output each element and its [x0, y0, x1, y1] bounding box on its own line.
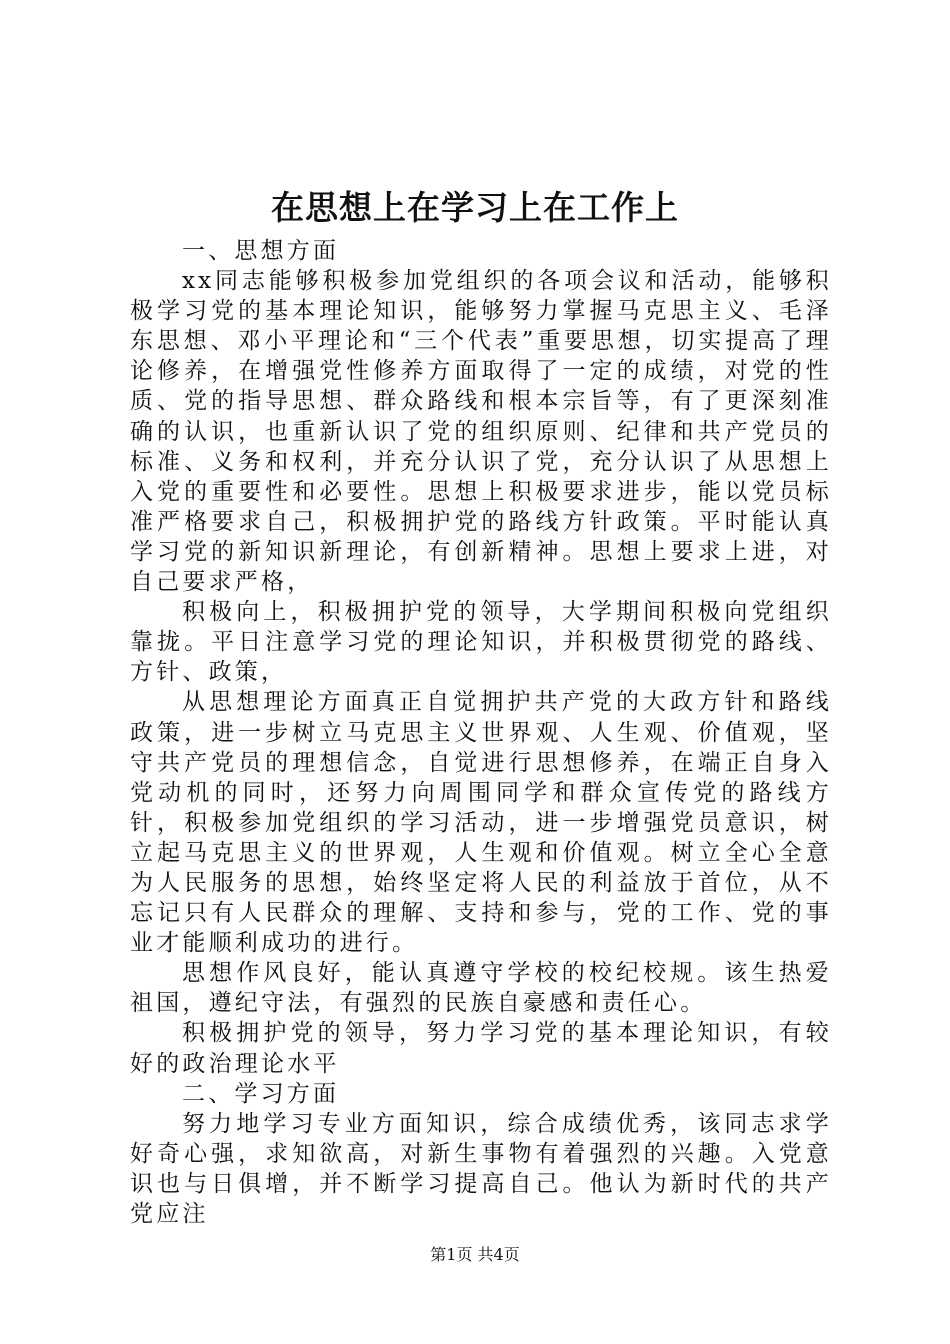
document-body [130, 236, 832, 1229]
page-footer: 第1页 共4页 [430, 1245, 520, 1264]
document-title: 在思想上在学习上在工作上 [271, 188, 679, 227]
body-paragraph: xx同志能够积极参加党组织的各项会议和活动，能够积极学习党的基本理论知识，能够努力掌握马克思主义、毛泽东思想、邓小平理论和“三个代表”重要思想，切实提高了理论修养，在增强党性修养方面取得了一定的成绩，对党的性质、党的指导思想、群众路线和根本宗旨等，有了更深刻准确的认识，也重新认识了党的组织原则、纪律和共产党员的标准、义务和权利，并充分认识了党，充分认识了从思想上入党的重要性和必要性。思想上积极要求进步，能以党员标准严格要求自己，积极拥护党的路线方针政策。平时能认真学习党的新知识新理论，有创新精神。思想上要求上进，对自己要求严格， [130, 268, 832, 596]
body-paragraph: 努力地学习专业方面知识，综合成绩优秀，该同志求学好奇心强，求知欲高，对新生事物有着强烈的兴趣。入党意识也与日俱增，并不断学习提高自己。他认为新时代的共产党应注 [130, 1110, 832, 1227]
section-heading: 一、思想方面 [182, 238, 340, 264]
body-paragraph: 积极拥护党的领导，努力学习党的基本理论知识，有较好的政治理论水平 [130, 1020, 832, 1077]
body-paragraph: 积极向上，积极拥护党的领导，大学期间积极向党组织靠拢。平日注意学习党的理论知识，并积极贯彻党的路线、方针、政策， [130, 599, 832, 686]
body-paragraph: 思想作风良好，能认真遵守学校的校纪校规。该生热爱祖国，遵纪守法，有强烈的民族自豪感和责任心。 [130, 960, 832, 1017]
section-heading: 二、学习方面 [182, 1080, 340, 1107]
body-paragraph: 从思想理论方面真正自觉拥护共产党的大政方针和路线政策，进一步树立马克思主义世界观、人生观、价值观，坚守共产党员的理想信念，自觉进行思想修养，在端正自身入党动机的同时，还努力向周围同学和群众宣传党的路线方针，积极参加党组织的学习活动，进一步增强党员意识，树立起马克思主义的世界观，人生观和价值观。树立全心全意为人民服务的思想，始终坚定将人民的利益放于首位，从不忘记只有人民群众的理解、支持和参与，党的工作、党的事业才能顺利成功的进行。 [130, 689, 832, 957]
